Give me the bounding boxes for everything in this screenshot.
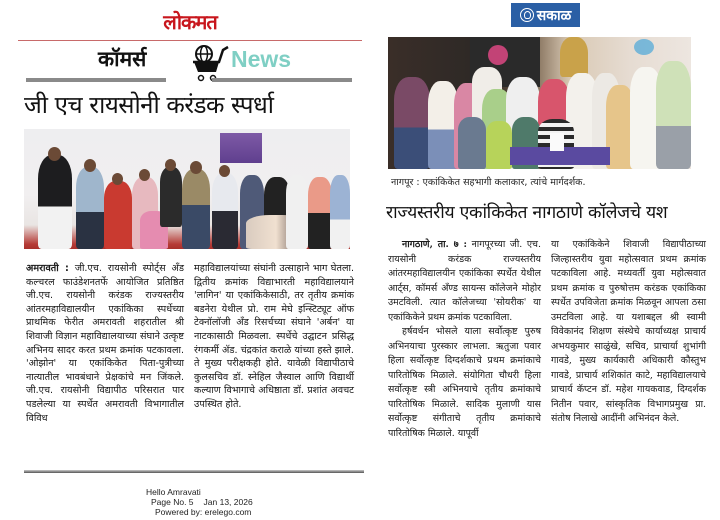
paragraph (388, 238, 541, 325)
footer-powered-by: Powered by: erelego.com (155, 507, 252, 517)
person (330, 175, 350, 249)
person (182, 169, 210, 249)
banner-poster (220, 133, 262, 163)
dateline: नागठाणे, ता. ७ : (402, 239, 467, 250)
person-head (190, 161, 202, 174)
body-text: नागपूरच्या जी. एच. रायसोनी करंडक राज्यस्तरीय आंतरमहाविद्यालयीन एकांकिका स्पर्धेत येथील आर्ट्स, कॉमर्स अँण्ड सायन्स कॉलेजने मोहोर उमटविली. त्यात कॉलेजच्या 'सोयरीक' या एकांकिकेने प्रथम क्रमांक पटकाविला. (388, 239, 541, 323)
paragraph: हर्षवर्धन भोसले याला सर्वोत्कृष्ट पुरुष अभिनयाचा पुरस्कार लाभला. ऋतुजा पवार हिला सर्वोत्कृष्ट दिग्दर्शकाचे प्रथम क्रमांकाचे पारितोषिक मिळाले. संयोगिता चौधरी हिला सर्वोत्कृष्ट स्त्री अभिनयाचे तृतीय क्रमांकाचे पारितोषिक मिळाले. सादिक मुलाणी यास सर्वोत्कृष्ट संगीताचे तृतीय क्रमांकाचे पारितोषिक मिळाले. यापूर्वी (388, 326, 541, 439)
dateline: अमरावती : (26, 263, 69, 274)
footer-edition: Hello Amravati (146, 487, 201, 497)
footer-page-date (146, 497, 253, 507)
person (308, 177, 332, 249)
photo-caption: नागपूर : एकांकिकेत सहभागी कलाकार, त्यांचे मार्गदर्शक. (391, 177, 586, 188)
footer-page: Page No. 5 (151, 497, 194, 507)
epaper-footer (146, 487, 253, 517)
article-headline: राज्यस्तरीय एकांकिकेत नागठाणे कॉलेजचे यश (386, 203, 668, 223)
banner-logo (488, 45, 508, 65)
certificate (550, 133, 564, 151)
article-headline: जी एच रायसोनी करंडक स्पर्धा (24, 91, 274, 119)
person (286, 175, 308, 249)
person-head (48, 147, 61, 161)
person-head (139, 169, 150, 181)
masthead-divider (18, 40, 362, 41)
body-text: महाविद्यालयांच्या संघांनी उत्साहाने भाग घेतला. द्वितीय क्रमांक विद्याभारती महाविद्यालयाने 'लागिन' या एकांकिकेसाठी, तर तृतीय क्रमांक बडनेरा येथील प्रो. राम मेघे इन्स्टिट्यूट ऑफ टेक्नॉलॉजी अँड रिसर्चच्या संघाने 'अर्बन' या नाटकासाठी मिळवला. स्पर्धेचे उद्घाटन प्रसिद्ध रंगकर्मी ॲड. चंद्रकांत कराळे यांच्या हस्ते झाले. ते मुख्य परीक्षकही होते. यावेळी विद्यापीठाचे कुलसचिव डॉ. स्नेहिल जैस्वाल आणि विद्यार्थी कल्याण विभागाचे अधिष्ठाता डॉ. प्रशांत अवचट उपस्थित होते. (194, 263, 354, 410)
sakal-name: सकाळ (536, 7, 572, 24)
person (394, 77, 430, 169)
news-badge: News (231, 46, 292, 72)
sakal-logo-icon (520, 8, 534, 22)
lokmat-masthead: लोकमत (163, 10, 217, 34)
footer-date: Jan 13, 2026 (203, 497, 253, 507)
body-text: या एकांकिकेने शिवाजी विद्यापीठाच्या जिल्हास्तरीय युवा महोत्सवात प्रथम क्रमांक पटकाविला आहे. मध्यवर्ती युवा महोत्सवात प्रथम क्रमांक व पुरुषोत्तम करंडक एकांकिका स्पर्धेत उपविजेता क्रमांक मिळवून आपला ठसा उमटविला आहे. या यशाबद्दल श्री स्वामी विवेकानंद शिक्षण संस्थेचे कार्याध्यक्ष प्राचार्य अभयकुमार साळुंखे, सचिव, प्राचार्या शुभांगी गावडे, मुख्य कार्यकारी अधिकारी कौस्तुभ गावडे, प्राचार्य शशिकांत काटे, महाविद्यालयाचे प्राचार्य कॅप्टन डॉ. महेश गायकवाड, दिग्दर्शक नितीन पवार, सांस्कृतिक विभागप्रमुख प्रा. संतोष निलाखे आदींनी अभिनंदन केले. (551, 239, 706, 424)
lokmat-clipping (18, 0, 362, 520)
article-photo (388, 37, 691, 169)
person-head (84, 159, 96, 172)
section-header (18, 44, 362, 80)
person (38, 155, 72, 249)
bottom-divider (24, 470, 364, 473)
article-photo (24, 129, 350, 249)
person-head (112, 173, 123, 185)
article-body-column-2 (194, 262, 354, 412)
article-body-column-1 (26, 262, 184, 425)
person (486, 121, 512, 169)
statue (560, 37, 588, 77)
person (76, 167, 104, 249)
article-body-column-1 (388, 238, 541, 441)
person (212, 173, 238, 249)
person (104, 181, 132, 249)
person-head (219, 165, 230, 177)
body-text: जी.एच. रायसोनी स्पोर्ट्स अँड कल्चरल फाउंडेशनतर्फे आयोजित प्रतिष्ठित जी.एच. रायसोनी करंडक राज्यस्तरीय आंतरमहाविद्यालयीन एकांकिका स्पर्धेच्या प्राथमिक फेरीत अमरावती शहरातील श्री शिवाजी विज्ञान महाविद्यालयाच्या संघाने उत्कृष्ट अभिनय सादर करत प्रथम क्रमांक पटकावला. 'ओझोन' या एकांकिकेत पिता-पुत्रीच्या नात्यातील भावबंधाने प्रेक्षकांचे मन जिंकले. जी.एच. रायसोनी विद्यापीठ परिसरात पार पडलेल्या या स्पर्धेत अमरावती विभागातील विविध (26, 263, 184, 424)
sakal-clipping (376, 0, 720, 520)
banner-logo (634, 39, 654, 55)
section-divider-right (212, 78, 352, 82)
article-body-column-2 (551, 238, 706, 427)
section-title: कॉमर्स (98, 47, 147, 71)
sakal-masthead (511, 3, 580, 27)
person (160, 167, 182, 227)
person (458, 117, 486, 169)
globe-cart-icon (190, 44, 230, 82)
person (656, 61, 691, 169)
person-head (165, 159, 176, 171)
section-divider-left (26, 78, 166, 82)
